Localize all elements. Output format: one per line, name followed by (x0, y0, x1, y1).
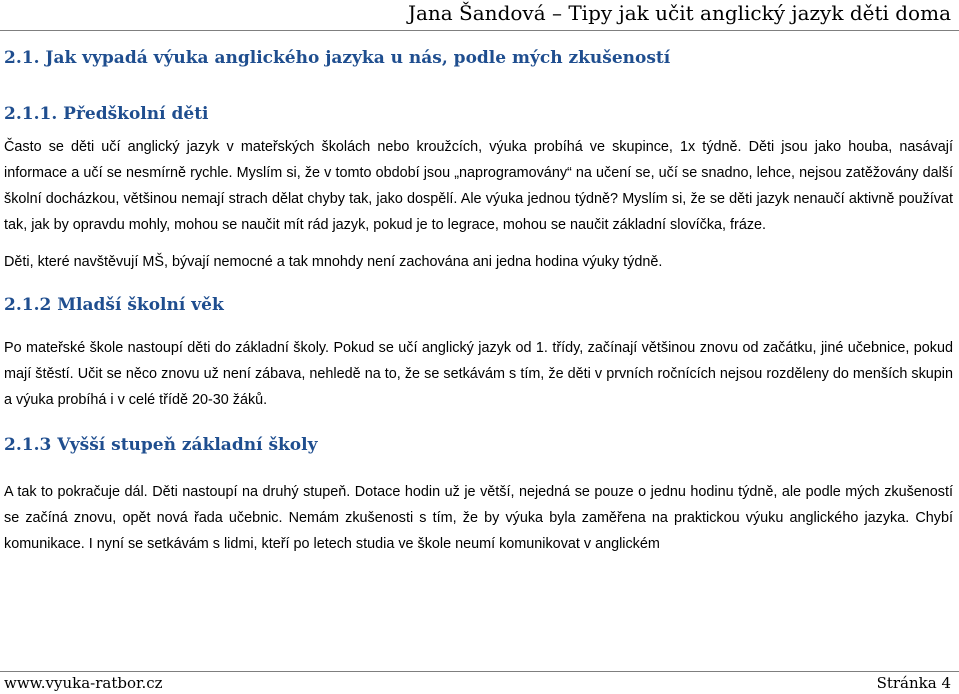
subsection-heading-upper-school: 2.1.3 Vyšší stupeň základní školy (4, 435, 318, 455)
subsection-heading-preschool: 2.1.1. Předškolní děti (4, 104, 209, 124)
subsection-heading-younger-school: 2.1.2 Mladší školní věk (4, 295, 224, 315)
paragraph: Často se děti učí anglický jazyk v mateřských školách nebo kroužcích, výuka probíhá ve skupince, 1x týdně. Děti jsou jako houba, nasávají informace a učí se nesmírně rychle. Myslím si, že v tomto období jsou „naprogramovány“ na učení se, učí se snadno, lehce, nejsou zatěžovány další školní docházkou, většinou nemají strach dělat chyby tak, jako dospělí. Ale výuka jednou týdně? Myslím si, že se děti jazyk nenaučí aktivně používat tak, jak by opravdu mohly, mohou se naučit mít rád jazyk, pokud je to legrace, mohou se naučit základní slovíčka, fráze. (4, 139, 953, 233)
footer-url[interactable]: www.vyuka-ratbor.cz (4, 674, 163, 692)
header-title: Jana Šandová – Tipy jak učit anglický jazyk děti doma (407, 1, 951, 25)
paragraph: Děti, které navštěvují MŠ, bývají nemocné a tak mnohdy není zachována ani jedna hodina výuky týdně. (4, 254, 663, 270)
page-footer (0, 671, 959, 694)
paragraph: Po mateřské škole nastoupí děti do základní školy. Pokud se učí anglický jazyk od 1. třídy, začínají většinou znovu od začátku, jiné učebnice, pokud mají štěstí. Učit se něco znovu už není zábava, nehledě na to, že se setkávám s tím, že děti v prvních ročnících nejsou rozděleny do menších skupin a výuka probíhá i v celé třídě 20-30 žáků. (4, 340, 953, 408)
page-header (0, 0, 959, 31)
paragraph: A tak to pokračuje dál. Děti nastoupí na druhý stupeň. Dotace hodin už je větší, nejedná se pouze o jednu hodinu týdně, ale podle mých zkušeností se začíná znovu, opět nová řada učebnic. Nemám zkušenosti s tím, že by výuka byla zaměřena na praktickou výuku anglického jazyka. Chybí komunikace. I nyní se setkávám s lidmi, kteří po letech studia ve škole neumí komunikovat v anglickém (4, 484, 953, 552)
document-body (4, 44, 953, 557)
section-heading: 2.1. Jak vypadá výuka anglického jazyka u nás, podle mých zkušeností (4, 48, 671, 68)
page-number: Stránka 4 (876, 674, 951, 692)
